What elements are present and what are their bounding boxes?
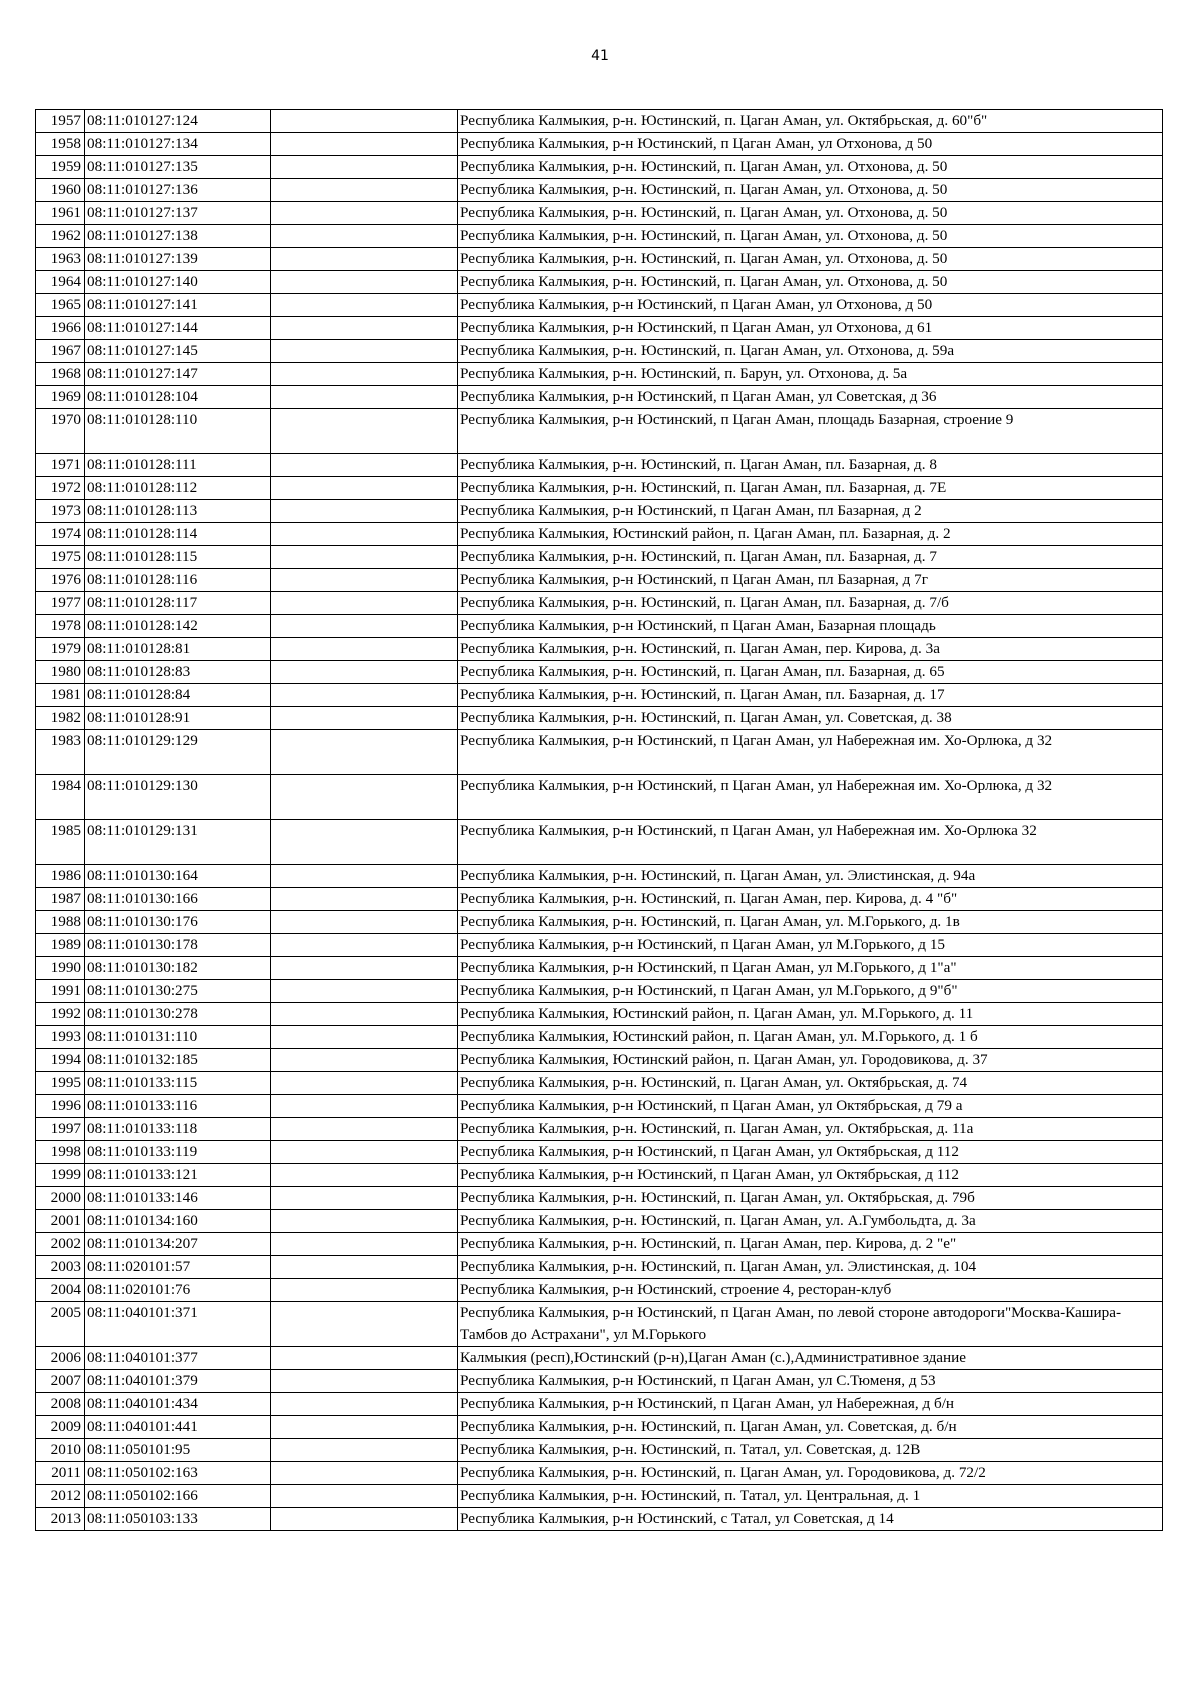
address-cell: Республика Калмыкия, р-н Юстинский, п Цаган Аман, ул Октябрьская, д 79 а <box>458 1095 1163 1118</box>
address-cell: Республика Калмыкия, Юстинский район, п. Цаган Аман, пл. Базарная, д. 2 <box>458 523 1163 546</box>
row-number-cell: 1959 <box>36 156 85 179</box>
empty-cell <box>271 569 458 592</box>
cadastral-number-cell: 08:11:050101:95 <box>85 1439 271 1462</box>
table-row <box>36 1026 1163 1049</box>
row-number-cell: 1977 <box>36 592 85 615</box>
empty-cell <box>271 1347 458 1370</box>
cadastral-number-cell: 08:11:010128:83 <box>85 661 271 684</box>
table-row <box>36 1462 1163 1485</box>
table-row <box>36 317 1163 340</box>
table-row <box>36 684 1163 707</box>
cadastral-number-cell: 08:11:040101:371 <box>85 1302 271 1347</box>
empty-cell <box>271 1256 458 1279</box>
row-number-cell: 1963 <box>36 248 85 271</box>
row-number-cell: 1993 <box>36 1026 85 1049</box>
address-cell: Республика Калмыкия, р-н Юстинский, п Цаган Аман, по левой стороне автодороги"Москва-Кашира-Тамбов до Астрахани", ул М.Горького <box>458 1302 1163 1347</box>
address-cell: Республика Калмыкия, р-н. Юстинский, п. Цаган Аман, пл. Базарная, д. 7 <box>458 546 1163 569</box>
empty-cell <box>271 500 458 523</box>
address-cell: Республика Калмыкия, р-н. Юстинский, п. Цаган Аман, ул. Городовикова, д. 72/2 <box>458 1462 1163 1485</box>
table-row <box>36 1141 1163 1164</box>
cadastral-number-cell: 08:11:010127:136 <box>85 179 271 202</box>
table-row <box>36 1416 1163 1439</box>
empty-cell <box>271 1164 458 1187</box>
address-cell: Республика Калмыкия, р-н Юстинский, п Цаган Аман, ул Набережная им. Хо-Орлюка 32 <box>458 820 1163 865</box>
table-row <box>36 546 1163 569</box>
row-number-cell: 1994 <box>36 1049 85 1072</box>
row-number-cell: 1976 <box>36 569 85 592</box>
cadastral-number-cell: 08:11:040101:441 <box>85 1416 271 1439</box>
address-cell: Республика Калмыкия, р-н Юстинский, п Цаган Аман, ул М.Горького, д 15 <box>458 934 1163 957</box>
row-number-cell: 1970 <box>36 409 85 454</box>
row-number-cell: 2010 <box>36 1439 85 1462</box>
table-row <box>36 409 1163 454</box>
cadastral-number-cell: 08:11:010130:176 <box>85 911 271 934</box>
address-cell: Республика Калмыкия, р-н. Юстинский, п. Цаган Аман, ул. Элистинская, д. 94а <box>458 865 1163 888</box>
row-number-cell: 1961 <box>36 202 85 225</box>
row-number-cell: 1967 <box>36 340 85 363</box>
empty-cell <box>271 1393 458 1416</box>
row-number-cell: 1997 <box>36 1118 85 1141</box>
address-cell: Республика Калмыкия, р-н Юстинский, п Цаган Аман, ул Отхонова, д 50 <box>458 294 1163 317</box>
cadastral-number-cell: 08:11:010128:110 <box>85 409 271 454</box>
empty-cell <box>271 638 458 661</box>
cadastral-number-cell: 08:11:010128:142 <box>85 615 271 638</box>
row-number-cell: 2000 <box>36 1187 85 1210</box>
address-cell: Республика Калмыкия, р-н. Юстинский, п. Цаган Аман, ул. Советская, д. 38 <box>458 707 1163 730</box>
row-number-cell: 2004 <box>36 1279 85 1302</box>
cadastral-number-cell: 08:11:010127:145 <box>85 340 271 363</box>
table-row <box>36 179 1163 202</box>
table-row <box>36 363 1163 386</box>
cadastral-number-cell: 08:11:010128:111 <box>85 454 271 477</box>
cadastral-number-cell: 08:11:010134:207 <box>85 1233 271 1256</box>
address-cell: Республика Калмыкия, р-н Юстинский, п Цаган Аман, Базарная площадь <box>458 615 1163 638</box>
row-number-cell: 1989 <box>36 934 85 957</box>
table-row <box>36 1279 1163 1302</box>
table-row <box>36 661 1163 684</box>
cadastral-number-cell: 08:11:040101:379 <box>85 1370 271 1393</box>
row-number-cell: 1971 <box>36 454 85 477</box>
cadastral-number-cell: 08:11:010128:112 <box>85 477 271 500</box>
cadastral-number-cell: 08:11:010133:119 <box>85 1141 271 1164</box>
row-number-cell: 1975 <box>36 546 85 569</box>
table-row <box>36 1393 1163 1416</box>
address-cell: Республика Калмыкия, р-н. Юстинский, п. Цаган Аман, ул. Отхонова, д. 59а <box>458 340 1163 363</box>
cadastral-number-cell: 08:11:010127:139 <box>85 248 271 271</box>
cadastral-number-cell: 08:11:010127:144 <box>85 317 271 340</box>
table-row <box>36 1347 1163 1370</box>
cadastral-number-cell: 08:11:010133:121 <box>85 1164 271 1187</box>
cadastral-number-cell: 08:11:010130:164 <box>85 865 271 888</box>
table-row <box>36 1095 1163 1118</box>
cadastral-number-cell: 08:11:010127:134 <box>85 133 271 156</box>
row-number-cell: 1958 <box>36 133 85 156</box>
cadastral-number-cell: 08:11:010127:140 <box>85 271 271 294</box>
cadastral-number-cell: 08:11:010131:110 <box>85 1026 271 1049</box>
address-cell: Калмыкия (респ),Юстинский (р-н),Цаган Аман (с.),Административное здание <box>458 1347 1163 1370</box>
cadastral-number-cell: 08:11:010134:160 <box>85 1210 271 1233</box>
empty-cell <box>271 1210 458 1233</box>
cadastral-number-cell: 08:11:010133:116 <box>85 1095 271 1118</box>
table-row <box>36 1049 1163 1072</box>
row-number-cell: 1974 <box>36 523 85 546</box>
cadastral-number-cell: 08:11:050102:166 <box>85 1485 271 1508</box>
cadastral-number-cell: 08:11:010129:130 <box>85 775 271 820</box>
table-row <box>36 248 1163 271</box>
table-row <box>36 1508 1163 1531</box>
row-number-cell: 1966 <box>36 317 85 340</box>
empty-cell <box>271 661 458 684</box>
address-cell: Республика Калмыкия, р-н. Юстинский, п. Цаган Аман, пер. Кирова, д. 3а <box>458 638 1163 661</box>
row-number-cell: 1964 <box>36 271 85 294</box>
empty-cell <box>271 730 458 775</box>
cadastral-number-cell: 08:11:010128:91 <box>85 707 271 730</box>
table-row <box>36 775 1163 820</box>
row-number-cell: 1980 <box>36 661 85 684</box>
table-row <box>36 271 1163 294</box>
empty-cell <box>271 1187 458 1210</box>
row-number-cell: 2012 <box>36 1485 85 1508</box>
table-row <box>36 1072 1163 1095</box>
empty-cell <box>271 156 458 179</box>
cadastral-number-cell: 08:11:010129:131 <box>85 820 271 865</box>
address-cell: Республика Калмыкия, р-н Юстинский, п Цаган Аман, пл Базарная, д 7г <box>458 569 1163 592</box>
table-row <box>36 500 1163 523</box>
empty-cell <box>271 110 458 133</box>
empty-cell <box>271 980 458 1003</box>
cadastral-number-cell: 08:11:010128:104 <box>85 386 271 409</box>
cadastral-number-cell: 08:11:010127:147 <box>85 363 271 386</box>
row-number-cell: 2009 <box>36 1416 85 1439</box>
address-cell: Республика Калмыкия, р-н Юстинский, п Цаган Аман, ул Октябрьская, д 112 <box>458 1141 1163 1164</box>
cadastral-number-cell: 08:11:020101:76 <box>85 1279 271 1302</box>
empty-cell <box>271 1118 458 1141</box>
address-cell: Республика Калмыкия, р-н. Юстинский, п. Цаган Аман, ул. Отхонова, д. 50 <box>458 248 1163 271</box>
address-cell: Республика Калмыкия, р-н Юстинский, п Цаган Аман, ул С.Тюменя, д 53 <box>458 1370 1163 1393</box>
empty-cell <box>271 1141 458 1164</box>
empty-cell <box>271 1049 458 1072</box>
table-row <box>36 1370 1163 1393</box>
row-number-cell: 1990 <box>36 957 85 980</box>
row-number-cell: 2005 <box>36 1302 85 1347</box>
row-number-cell: 1992 <box>36 1003 85 1026</box>
address-cell: Республика Калмыкия, р-н Юстинский, с Татал, ул Советская, д 14 <box>458 1508 1163 1531</box>
empty-cell <box>271 386 458 409</box>
address-cell: Республика Калмыкия, р-н. Юстинский, п. Цаган Аман, ул. Отхонова, д. 50 <box>458 179 1163 202</box>
address-cell: Республика Калмыкия, р-н. Юстинский, п. Цаган Аман, пл. Базарная, д. 7/б <box>458 592 1163 615</box>
empty-cell <box>271 911 458 934</box>
empty-cell <box>271 1439 458 1462</box>
address-cell: Республика Калмыкия, Юстинский район, п. Цаган Аман, ул. Городовикова, д. 37 <box>458 1049 1163 1072</box>
empty-cell <box>271 363 458 386</box>
address-cell: Республика Калмыкия, р-н Юстинский, п Цаган Аман, ул Отхонова, д 50 <box>458 133 1163 156</box>
empty-cell <box>271 1485 458 1508</box>
address-cell: Республика Калмыкия, р-н. Юстинский, п. Цаган Аман, ул. Октябрьская, д. 79б <box>458 1187 1163 1210</box>
row-number-cell: 1979 <box>36 638 85 661</box>
table-row <box>36 592 1163 615</box>
table-row <box>36 1187 1163 1210</box>
cadastral-number-cell: 08:11:010128:114 <box>85 523 271 546</box>
row-number-cell: 2002 <box>36 1233 85 1256</box>
table-row <box>36 707 1163 730</box>
address-cell: Республика Калмыкия, р-н. Юстинский, п. Цаган Аман, пер. Кирова, д. 4 "б" <box>458 888 1163 911</box>
address-cell: Республика Калмыкия, р-н Юстинский, п Цаган Аман, ул Набережная, д б/н <box>458 1393 1163 1416</box>
cadastral-number-cell: 08:11:010128:115 <box>85 546 271 569</box>
row-number-cell: 1988 <box>36 911 85 934</box>
address-cell: Республика Калмыкия, р-н Юстинский, п Цаган Аман, ул Набережная им. Хо-Орлюка, д 32 <box>458 730 1163 775</box>
table-row <box>36 386 1163 409</box>
empty-cell <box>271 1072 458 1095</box>
empty-cell <box>271 133 458 156</box>
empty-cell <box>271 1233 458 1256</box>
empty-cell <box>271 865 458 888</box>
address-cell: Республика Калмыкия, р-н. Юстинский, п. Цаган Аман, ул. Отхонова, д. 50 <box>458 202 1163 225</box>
empty-cell <box>271 684 458 707</box>
cadastral-number-cell: 08:11:010127:135 <box>85 156 271 179</box>
empty-cell <box>271 202 458 225</box>
table-row <box>36 202 1163 225</box>
address-cell: Республика Калмыкия, р-н Юстинский, строение 4, ресторан-клуб <box>458 1279 1163 1302</box>
row-number-cell: 1978 <box>36 615 85 638</box>
address-cell: Республика Калмыкия, р-н. Юстинский, п. Цаган Аман, ул. Советская, д. б/н <box>458 1416 1163 1439</box>
cadastral-number-cell: 08:11:050102:163 <box>85 1462 271 1485</box>
registry-table-body <box>36 110 1163 1531</box>
table-row <box>36 523 1163 546</box>
address-cell: Республика Калмыкия, р-н. Юстинский, п. Цаган Аман, пл. Базарная, д. 7Е <box>458 477 1163 500</box>
empty-cell <box>271 1508 458 1531</box>
cadastral-number-cell: 08:11:010133:118 <box>85 1118 271 1141</box>
row-number-cell: 2008 <box>36 1393 85 1416</box>
address-cell: Республика Калмыкия, р-н Юстинский, п Цаган Аман, пл Базарная, д 2 <box>458 500 1163 523</box>
row-number-cell: 1969 <box>36 386 85 409</box>
table-row <box>36 1210 1163 1233</box>
row-number-cell: 1999 <box>36 1164 85 1187</box>
row-number-cell: 1983 <box>36 730 85 775</box>
cadastral-number-cell: 08:11:010128:117 <box>85 592 271 615</box>
row-number-cell: 1982 <box>36 707 85 730</box>
empty-cell <box>271 1416 458 1439</box>
row-number-cell: 1985 <box>36 820 85 865</box>
empty-cell <box>271 225 458 248</box>
table-row <box>36 110 1163 133</box>
cadastral-number-cell: 08:11:010130:166 <box>85 888 271 911</box>
address-cell: Республика Калмыкия, р-н Юстинский, п Цаган Аман, ул Советская, д 36 <box>458 386 1163 409</box>
row-number-cell: 2003 <box>36 1256 85 1279</box>
address-cell: Республика Калмыкия, р-н. Юстинский, п. Цаган Аман, ул. Отхонова, д. 50 <box>458 156 1163 179</box>
address-cell: Республика Калмыкия, р-н. Юстинский, п. Цаган Аман, ул. М.Горького, д. 1в <box>458 911 1163 934</box>
page-number: 41 <box>591 48 609 64</box>
empty-cell <box>271 1279 458 1302</box>
row-number-cell: 1957 <box>36 110 85 133</box>
cadastral-number-cell: 08:11:050103:133 <box>85 1508 271 1531</box>
row-number-cell: 2011 <box>36 1462 85 1485</box>
row-number-cell: 1981 <box>36 684 85 707</box>
empty-cell <box>271 546 458 569</box>
address-cell: Республика Калмыкия, р-н. Юстинский, п. Цаган Аман, ул. Октябрьская, д. 74 <box>458 1072 1163 1095</box>
empty-cell <box>271 957 458 980</box>
table-row <box>36 477 1163 500</box>
table-row <box>36 934 1163 957</box>
table-row <box>36 133 1163 156</box>
empty-cell <box>271 179 458 202</box>
empty-cell <box>271 1302 458 1347</box>
table-row <box>36 569 1163 592</box>
table-row <box>36 820 1163 865</box>
empty-cell <box>271 888 458 911</box>
address-cell: Республика Калмыкия, р-н. Юстинский, п. Цаган Аман, ул. Отхонова, д. 50 <box>458 225 1163 248</box>
table-row <box>36 980 1163 1003</box>
empty-cell <box>271 934 458 957</box>
address-cell: Республика Калмыкия, р-н. Юстинский, п. Цаган Аман, пер. Кирова, д. 2 "е" <box>458 1233 1163 1256</box>
address-cell: Республика Калмыкия, р-н. Юстинский, п. Цаган Аман, пл. Базарная, д. 65 <box>458 661 1163 684</box>
address-cell: Республика Калмыкия, р-н Юстинский, п Цаган Аман, ул М.Горького, д 9"б" <box>458 980 1163 1003</box>
table-row <box>36 911 1163 934</box>
row-number-cell: 1987 <box>36 888 85 911</box>
empty-cell <box>271 1095 458 1118</box>
address-cell: Республика Калмыкия, р-н. Юстинский, п. Цаган Аман, ул. Отхонова, д. 50 <box>458 271 1163 294</box>
row-number-cell: 1960 <box>36 179 85 202</box>
cadastral-number-cell: 08:11:010130:178 <box>85 934 271 957</box>
table-row <box>36 1256 1163 1279</box>
row-number-cell: 1973 <box>36 500 85 523</box>
empty-cell <box>271 615 458 638</box>
row-number-cell: 1972 <box>36 477 85 500</box>
address-cell: Республика Калмыкия, р-н. Юстинский, п. Татал, ул. Центральная, д. 1 <box>458 1485 1163 1508</box>
table-row <box>36 225 1163 248</box>
table-row <box>36 340 1163 363</box>
cadastral-number-cell: 08:11:020101:57 <box>85 1256 271 1279</box>
empty-cell <box>271 820 458 865</box>
table-row <box>36 1439 1163 1462</box>
cadastral-number-cell: 08:11:010130:278 <box>85 1003 271 1026</box>
table-row <box>36 1118 1163 1141</box>
address-cell: Республика Калмыкия, Юстинский район, п. Цаган Аман, ул. М.Горького, д. 11 <box>458 1003 1163 1026</box>
cadastral-number-cell: 08:11:010132:185 <box>85 1049 271 1072</box>
table-row <box>36 1003 1163 1026</box>
empty-cell <box>271 707 458 730</box>
row-number-cell: 1991 <box>36 980 85 1003</box>
address-cell: Республика Калмыкия, р-н Юстинский, п Цаган Аман, ул Набережная им. Хо-Орлюка, д 32 <box>458 775 1163 820</box>
address-cell: Республика Калмыкия, р-н. Юстинский, п. Цаган Аман, ул. Элистинская, д. 104 <box>458 1256 1163 1279</box>
row-number-cell: 1998 <box>36 1141 85 1164</box>
table-row <box>36 957 1163 980</box>
address-cell: Республика Калмыкия, р-н. Юстинский, п. Барун, ул. Отхонова, д. 5а <box>458 363 1163 386</box>
cadastral-number-cell: 08:11:010128:84 <box>85 684 271 707</box>
empty-cell <box>271 1462 458 1485</box>
table-row <box>36 865 1163 888</box>
address-cell: Республика Калмыкия, р-н. Юстинский, п. Цаган Аман, пл. Базарная, д. 8 <box>458 454 1163 477</box>
table-row <box>36 156 1163 179</box>
address-cell: Республика Калмыкия, р-н Юстинский, п Цаган Аман, ул Октябрьская, д 112 <box>458 1164 1163 1187</box>
row-number-cell: 1962 <box>36 225 85 248</box>
property-registry-table <box>35 109 1163 1531</box>
table-row <box>36 1164 1163 1187</box>
address-cell: Республика Калмыкия, р-н. Юстинский, п. Цаган Аман, ул. Октябрьская, д. 60"б" <box>458 110 1163 133</box>
row-number-cell: 1986 <box>36 865 85 888</box>
empty-cell <box>271 477 458 500</box>
address-cell: Республика Калмыкия, р-н. Юстинский, п. Татал, ул. Советская, д. 12В <box>458 1439 1163 1462</box>
row-number-cell: 1968 <box>36 363 85 386</box>
table-row <box>36 294 1163 317</box>
row-number-cell: 2001 <box>36 1210 85 1233</box>
address-cell: Республика Калмыкия, р-н. Юстинский, п. Цаган Аман, пл. Базарная, д. 17 <box>458 684 1163 707</box>
table-row <box>36 888 1163 911</box>
empty-cell <box>271 592 458 615</box>
cadastral-number-cell: 08:11:010127:138 <box>85 225 271 248</box>
empty-cell <box>271 1370 458 1393</box>
table-row <box>36 615 1163 638</box>
table-row <box>36 454 1163 477</box>
row-number-cell: 1984 <box>36 775 85 820</box>
address-cell: Республика Калмыкия, р-н Юстинский, п Цаган Аман, площадь Базарная, строение 9 <box>458 409 1163 454</box>
cadastral-number-cell: 08:11:010130:275 <box>85 980 271 1003</box>
cadastral-number-cell: 08:11:010133:146 <box>85 1187 271 1210</box>
table-row <box>36 1302 1163 1347</box>
empty-cell <box>271 271 458 294</box>
cadastral-number-cell: 08:11:010129:129 <box>85 730 271 775</box>
empty-cell <box>271 294 458 317</box>
empty-cell <box>271 1003 458 1026</box>
cadastral-number-cell: 08:11:010127:137 <box>85 202 271 225</box>
row-number-cell: 1995 <box>36 1072 85 1095</box>
address-cell: Республика Калмыкия, Юстинский район, п. Цаган Аман, ул. М.Горького, д. 1 б <box>458 1026 1163 1049</box>
address-cell: Республика Калмыкия, р-н Юстинский, п Цаган Аман, ул М.Горького, д 1"а" <box>458 957 1163 980</box>
cadastral-number-cell: 08:11:010128:113 <box>85 500 271 523</box>
cadastral-number-cell: 08:11:010127:141 <box>85 294 271 317</box>
cadastral-number-cell: 08:11:010127:124 <box>85 110 271 133</box>
row-number-cell: 2013 <box>36 1508 85 1531</box>
row-number-cell: 2006 <box>36 1347 85 1370</box>
address-cell: Республика Калмыкия, р-н. Юстинский, п. Цаган Аман, ул. Октябрьская, д. 11а <box>458 1118 1163 1141</box>
empty-cell <box>271 248 458 271</box>
empty-cell <box>271 523 458 546</box>
row-number-cell: 1996 <box>36 1095 85 1118</box>
empty-cell <box>271 340 458 363</box>
empty-cell <box>271 409 458 454</box>
address-cell: Республика Калмыкия, р-н Юстинский, п Цаган Аман, ул Отхонова, д 61 <box>458 317 1163 340</box>
empty-cell <box>271 1026 458 1049</box>
table-row <box>36 1485 1163 1508</box>
row-number-cell: 1965 <box>36 294 85 317</box>
empty-cell <box>271 775 458 820</box>
row-number-cell: 2007 <box>36 1370 85 1393</box>
table-row <box>36 638 1163 661</box>
cadastral-number-cell: 08:11:010130:182 <box>85 957 271 980</box>
cadastral-number-cell: 08:11:040101:377 <box>85 1347 271 1370</box>
cadastral-number-cell: 08:11:010128:81 <box>85 638 271 661</box>
empty-cell <box>271 454 458 477</box>
empty-cell <box>271 317 458 340</box>
cadastral-number-cell: 08:11:040101:434 <box>85 1393 271 1416</box>
table-row <box>36 730 1163 775</box>
cadastral-number-cell: 08:11:010133:115 <box>85 1072 271 1095</box>
address-cell: Республика Калмыкия, р-н. Юстинский, п. Цаган Аман, ул. А.Гумбольдта, д. 3а <box>458 1210 1163 1233</box>
cadastral-number-cell: 08:11:010128:116 <box>85 569 271 592</box>
table-row <box>36 1233 1163 1256</box>
